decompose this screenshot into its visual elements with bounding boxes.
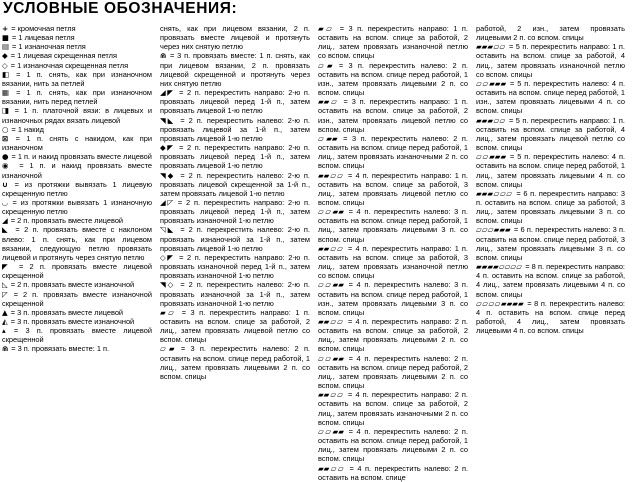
legend-entry [2, 125, 152, 134]
legend-entry [2, 180, 152, 198]
stitch-symbol-icon: + [2, 24, 9, 33]
legend-entry [160, 88, 310, 115]
legend-entry [160, 344, 310, 381]
legend-entry [2, 216, 152, 225]
stitch-symbol-icon: ▰▱ [160, 307, 177, 317]
legend-entry-text: = 6 п. перекрестить налево: 3 п. оставить на вспом. спице перед работой, 3 лиц., затем провязать лицевыми 3 п. со вспом. спицы [476, 225, 626, 262]
legend-entry [318, 354, 468, 391]
legend-entry-text: = 3 п. перекрестить направо: 1 п. оставить на вспом. спице за работой, 2 лиц., затем провязать изнаночной петлю со вспом. спицы [318, 24, 468, 61]
legend-entry-text: = 2 п. перекрестить направо: 2-ю п. провязать лицевой перед 1-й п., затем провязать лицевой 1-ю петлю [160, 88, 310, 116]
legend-entry [160, 24, 310, 51]
legend-entry-text: = 2 п. провязать вместе лицевой [8, 216, 124, 226]
legend-entry [476, 79, 625, 116]
legend-column-1 [2, 24, 152, 430]
stitch-symbol-icon: ◢◸ [160, 197, 174, 207]
stitch-symbol-icon: ▦ [2, 88, 9, 98]
stitch-symbol-icon: ◇◤ [160, 252, 175, 262]
legend-entry-text: = 3 п. перекрестить налево: 2 п. оставить на вспом. спице перед работой, 1 лиц., затем провязать лицевыми 2 п. со вспом. спицы [160, 344, 310, 381]
stitch-symbol-icon: ▱▱▰▰▰ [476, 152, 507, 162]
stitch-symbol-icon: ▱▱▰▰ [318, 207, 344, 217]
stitch-symbol-icon: ▱▱▱▱▰▰▰▰ [476, 298, 524, 308]
legend-entry-text: работой, 2 изн., затем провязать лицевыми 2 п. со вспом. спицы [476, 24, 625, 43]
legend-entry-text: = 4 п. перекрестить налево: 3 п. оставить на вспом. спице перед работой, 1 лиц., затем провязать лицевыми 3 п. со вспом. спицы [318, 207, 468, 244]
legend-entry-text: = 4 п. перекрестить налево: 3 п. оставить на вспом. спице перед работой, 1 изн., затем провязать лицевыми 3 п. со вспом. спицы [318, 280, 468, 317]
legend-entry [476, 24, 625, 42]
stitch-symbol-icon: ▴ [2, 326, 6, 336]
legend-entry [2, 88, 152, 106]
legend-entry-text: снять, как при лицевом вязании, 2 п. провязать вместе лицевой и протянуть через них снятую петлю [160, 24, 310, 52]
stitch-symbol-icon: ◤ [2, 262, 12, 272]
legend-entry-text: = 1 п. платочной вязи: в лицевых и изнаночных рядах вязать лицевой [2, 106, 152, 125]
legend-entry-text: = из протяжки вывязать 1 лицевую скрещенную петлю [2, 179, 152, 198]
legend-entry-text: = 4 п. перекрестить налево: 2 п. оставить на вспом. спице [318, 463, 468, 482]
stitch-symbol-icon: ▰▰▱▱ [318, 317, 344, 326]
legend-entry-text: = кромочная петля [9, 24, 76, 33]
legend-entry-text: = 3 п. провязать вместе лицевой скрещенной [2, 326, 152, 345]
legend-entry-text: = 5 п. перекрестить направо: 1 п. оставить на вспом. спице за работой, 4 лиц., затем провязать лицевой петлю со вспом. спицы [476, 115, 625, 153]
legend-entry [476, 152, 625, 189]
stitch-symbol-icon: ⋒ [2, 344, 9, 354]
stitch-symbol-icon: ▰▰▰▱▱ [476, 42, 506, 52]
legend-entry [2, 198, 152, 216]
stitch-symbol-icon: ▤ [2, 42, 9, 52]
legend-entry-text: = 2 п. перекрестить налево: 2-ю п. провязать лицевой скрещенной за 1-й п., затем провязать лицевой 1-ю петлю [160, 170, 310, 198]
legend-entry [2, 317, 152, 326]
legend-entry-text: = 1 изнаночная скрещенная петля [8, 60, 129, 70]
legend-entry [318, 280, 468, 317]
legend-entry-text: = 4 п. перекрестить направо: 1 п. оставить на вспом. спице за работой, 3 лиц., затем провязать изнаночной петлю со вспом. спицы [318, 243, 468, 281]
legend-entry [476, 225, 625, 262]
stitch-symbol-icon: ▰▰▱ [318, 97, 339, 107]
legend-entry [2, 134, 152, 152]
legend-entry [2, 290, 152, 308]
legend-entry [318, 24, 468, 61]
legend-entry [2, 33, 152, 42]
stitch-symbol-icon: ▰▰▱▱ [318, 463, 346, 473]
stitch-symbol-icon: ◆ [2, 51, 8, 61]
legend-entry [318, 61, 468, 98]
stitch-symbol-icon: ◥◣ [160, 115, 176, 125]
legend-entry [160, 51, 310, 88]
legend-entry [2, 344, 152, 353]
legend-entry-text: = 2 п. перекрестить налево: 2-ю п. провязать изнаночной за 1-й п., затем провязать изнаночной 1-ю петлю [160, 280, 310, 308]
legend-entry [160, 143, 310, 170]
legend-entry [476, 189, 625, 226]
legend-entry [476, 116, 625, 153]
legend-entry-text: = 1 п. и накид провязать вместе лицевой [9, 152, 152, 162]
stitch-symbol-icon: ▱▱▰▰ [318, 426, 344, 436]
legend-entry [2, 308, 152, 317]
legend-entry-text: = 3 п. провязать вместе лицевой [8, 307, 124, 317]
stitch-symbol-icon: ◆◤ [160, 143, 175, 153]
legend-entry-text: = 6 п. перекрестить направо: 3 п. оставить на вспом. спице за работой, 3 лиц., затем провязать лицевыми 3 п. со вспом. спицы [476, 188, 625, 226]
stitch-symbol-icon: ⊠ [2, 133, 9, 143]
legend-entry [2, 24, 152, 33]
stitch-symbol-icon: ◺ [2, 280, 8, 290]
legend-entry-text: = 1 п. снять, как при изнаночном вязании, нить перед петлей [2, 88, 152, 107]
legend-entry-text: = 2 п. перекрестить налево: 2-ю п. провязать лицевой за 1-й п., затем провязать лицевой 1-ю петлю [160, 115, 310, 143]
stitch-symbol-icon: ◹◣ [160, 225, 176, 235]
legend-entry [2, 61, 152, 70]
stitch-symbol-icon: ▱▰▰ [318, 133, 338, 143]
stitch-symbol-icon: ● [2, 152, 9, 162]
stitch-symbol-icon: ◢ [2, 216, 8, 226]
legend-entry-text: = 2 п. провязать вместе с наклоном влево: 1 п. снять, как при лицевом вязании, следующую петлю провязать лицевой и протянуть через снятую петлю [2, 225, 153, 262]
legend-entry-text: = 1 изнаночная петля [9, 42, 86, 52]
legend-entry-text: = 5 п. перекрестить направо: 1 п. оставить на вспом. спице за работой, 4 лиц., затем провязать изнаночной петлю со вспом. спицы [476, 42, 625, 79]
stitch-symbol-icon: ◭ [2, 317, 8, 326]
legend-entry-text: = 8 п. перекрестить налево: 4 п. оставить на вспом. спице перед работой, 4 лиц., затем провязать лицевыми 4 п. со вспом. спицы [476, 298, 625, 336]
stitch-symbol-icon: ▱▱▰▰ [318, 353, 344, 363]
legend-entry-text: = 2 п. перекрестить направо: 2-ю п. провязать лицевой перед 1-й п., затем провязать лицевой 1-ю петлю [160, 143, 310, 171]
stitch-symbol-icon: ▰▰▰▰▱▱▱▱ [476, 262, 523, 272]
legend-entry [2, 225, 152, 262]
legend-entry [2, 152, 152, 161]
legend-entry [476, 262, 625, 299]
legend-entry-text: = 5 п. перекрестить налево: 4 п. оставить на вспом. спице перед работой, 1 лиц., затем провязать лицевыми 4 п. со вспом. спицы [476, 152, 626, 189]
stitch-symbol-icon: ▰▰▱▱ [318, 390, 344, 400]
legend-columns [2, 24, 633, 482]
stitch-symbol-icon: ▱▱▰▰▰ [476, 78, 507, 88]
legend-entry [318, 171, 468, 208]
legend-entry-text: = 1 п. и накид провязать вместе изнаночной [2, 161, 152, 180]
legend-entry [2, 262, 152, 280]
legend-entry-text: = 2 п. перекрестить налево: 2-ю п. провязать изнаночной за 1-й п., затем провязать лицевой 1-ю петлю [160, 225, 310, 253]
stitch-symbol-icon: ▱▰ [318, 60, 333, 70]
legend-entry [160, 198, 310, 225]
legend-entry-text: = 3 п. перекрестить направо: 1 п. оставить на вспом. спице за работой, 2 лиц., затем провязать лицевой петлю со вспом. спицы [160, 307, 310, 345]
legend-entry-text: = 2 п. провязать вместе изнаночной скрещенной [2, 289, 152, 308]
legend-entry-text: = 2 п. перекрестить направо: 2-ю п. провязать изнаночной перед 1-й п., затем провязать изнаночной 1-ю петлю [160, 252, 310, 281]
stitch-symbol-icon: ∪ [2, 179, 9, 189]
legend-entry-text: = 4 п. перекрестить налево: 2 п. оставить на вспом. спице перед работой, 2 лиц., затем провязать лицевыми 2 п. со вспом. спицы [318, 353, 468, 391]
legend-entry-text: = 4 п. перекрестить налево: 2 п. оставить на вспом. спице перед работой, 1 лиц., затем провязать лицевыми 2 п. со вспом. спицы [318, 426, 468, 464]
stitch-symbol-icon: ⋒ [160, 51, 167, 61]
legend-entry [2, 51, 152, 60]
legend-entry [160, 171, 310, 198]
legend-entry [318, 134, 468, 171]
legend-column-3 [318, 24, 468, 482]
legend-entry-text: = 4 п. перекрестить направо: 2 п. оставить на вспом. спице за работой, 2 лиц., затем провязать изнаночными 2 п. со вспом. спицы [318, 390, 468, 427]
legend-entry [160, 308, 310, 345]
legend-entry-text: = 2 п. перекрестить направо: 2-ю п. провязать лицевой перед 1-й п., затем провязать изнаночной 1-ю петлю [160, 197, 310, 226]
stitch-symbol-icon: ◥◇ [160, 280, 176, 290]
legend-entry [2, 70, 152, 88]
legend-entry-text: = 2 п. провязать вместе изнаночной [8, 280, 135, 290]
legend-entry-text: = 3 п. провязать вместе: 1 п. снять, как при лицевом вязании, 2 п. провязать лицевой скрещенной и протянуть через них снятую петлю [160, 51, 310, 88]
legend-entry [160, 225, 310, 252]
legend-entry-text: = 1 п. снять, как при изнаночном вязании, нить за петлей [2, 69, 152, 88]
legend-entry-text: = 3 п. перекрестить налево: 2 п. оставить на вспом. спице перед работой, 1 изн., затем провязать лицевыми 2 п. со вспом. спицы [318, 60, 468, 98]
legend-entry [476, 299, 625, 336]
legend-entry-text: = 1 п. снять с накидом, как при изнаночном [2, 133, 152, 153]
legend-entry [2, 326, 152, 344]
legend-entry-text: = 3 п. провязать вместе изнаночной [8, 317, 135, 326]
stitch-symbol-icon: ○ [2, 124, 9, 134]
stitch-symbol-icon: ▰▰▰▱▱ [476, 115, 506, 125]
stitch-symbol-icon: ▱▱▰▰ [318, 280, 344, 290]
legend-entry [160, 280, 310, 307]
stitch-symbol-icon: ■ [2, 33, 9, 43]
legend-entry-text: = 8 п. перекрестить направо: 4 п. оставить на вспом. спице за работой, 4 лиц., затем провязать лицевыми 4 п. со вспом. спицы [476, 262, 625, 299]
stitch-symbol-icon: ▲ [2, 307, 8, 317]
stitch-symbol-icon: ◥◆ [160, 170, 176, 180]
legend-entry-text: = 1 накид [9, 124, 44, 134]
legend-entry-text: = 4 п. перекрестить направо: 1 п. оставить на вспом. спице за работой, 3 лиц., затем провязать лицевой петлю со вспом. спицы [318, 170, 468, 207]
legend-entry-text: = 3 п. перекрестить налево: 2 п. оставить на вспом. спице перед работой, 1 лиц., затем провязать изнаночными 2 п. со вспом. спицы [318, 133, 468, 171]
stitch-symbol-icon: ◨ [2, 106, 9, 116]
legend-entry-text: = 3 п. провязать вместе: 1 п. [9, 344, 110, 354]
stitch-symbol-icon: ◣ [2, 225, 11, 235]
legend-entry [160, 253, 310, 280]
stitch-symbol-icon: ▱▰ [160, 344, 175, 354]
legend-entry-text: = 1 лицевая петля [9, 33, 75, 43]
stitch-symbol-icon: ◧ [2, 69, 9, 79]
legend-entry [318, 317, 468, 354]
stitch-symbol-icon: ▰▱ [318, 24, 335, 33]
stitch-symbol-icon: ▱▱▱▰▰▰ [476, 225, 511, 235]
legend-entry [318, 427, 468, 464]
legend-entry-text: = 1 лицевая скрещенная петля [8, 51, 117, 61]
stitch-symbol-icon: ▰▰▰▱▱▱ [476, 188, 513, 198]
stitch-symbol-icon: ▰▰▱▱ [318, 243, 344, 253]
legend-entry [318, 464, 468, 482]
legend-entry [318, 390, 468, 427]
legend-entry [318, 207, 468, 244]
stitch-symbol-icon: ◢◤ [160, 88, 175, 98]
legend-entry-text: = из протяжки вывязать 1 изнаночную скрещенную петлю [2, 197, 152, 217]
stitch-symbol-icon: ◡ [2, 197, 8, 207]
page-title: УСЛОВНЫЕ ОБОЗНАЧЕНИЯ: [3, 0, 238, 17]
legend-entry-text: = 4 п. перекрестить направо: 2 п. оставить на вспом. спице за работой, 2 лиц., затем провязать лицевыми 2 п. со вспом. спицы [318, 317, 468, 354]
legend-entry-text: = 5 п. перекрестить налево: 4 п. оставить на вспом. спице перед работой, 1 изн., затем провязать лицевыми 4 п. со вспом. спицы [476, 78, 626, 116]
stitch-symbol-icon: ▰▰▱▱ [318, 170, 344, 180]
stitch-symbol-icon: ◇ [2, 60, 8, 70]
legend-entry [2, 106, 152, 124]
legend-entry [160, 116, 310, 143]
stitch-symbol-icon: ◉ [2, 161, 13, 171]
legend-entry-text: = 2 п. провязать вместе лицевой скрещенной [2, 262, 152, 281]
legend-entry [2, 280, 152, 289]
legend-entry [2, 42, 152, 51]
legend-entry [318, 244, 468, 281]
legend-entry [476, 42, 625, 79]
legend-entry-text: = 3 п. перекрестить направо: 1 п. оставить на вспом. спице за работой, 2 изн., затем провязать лицевой петлю со вспом. спицы [318, 97, 468, 134]
legend-column-2 [160, 24, 310, 430]
legend-column-4 [476, 24, 625, 430]
legend-entry [2, 161, 152, 179]
legend-entry [318, 97, 468, 134]
stitch-symbol-icon: ◸ [2, 289, 8, 299]
